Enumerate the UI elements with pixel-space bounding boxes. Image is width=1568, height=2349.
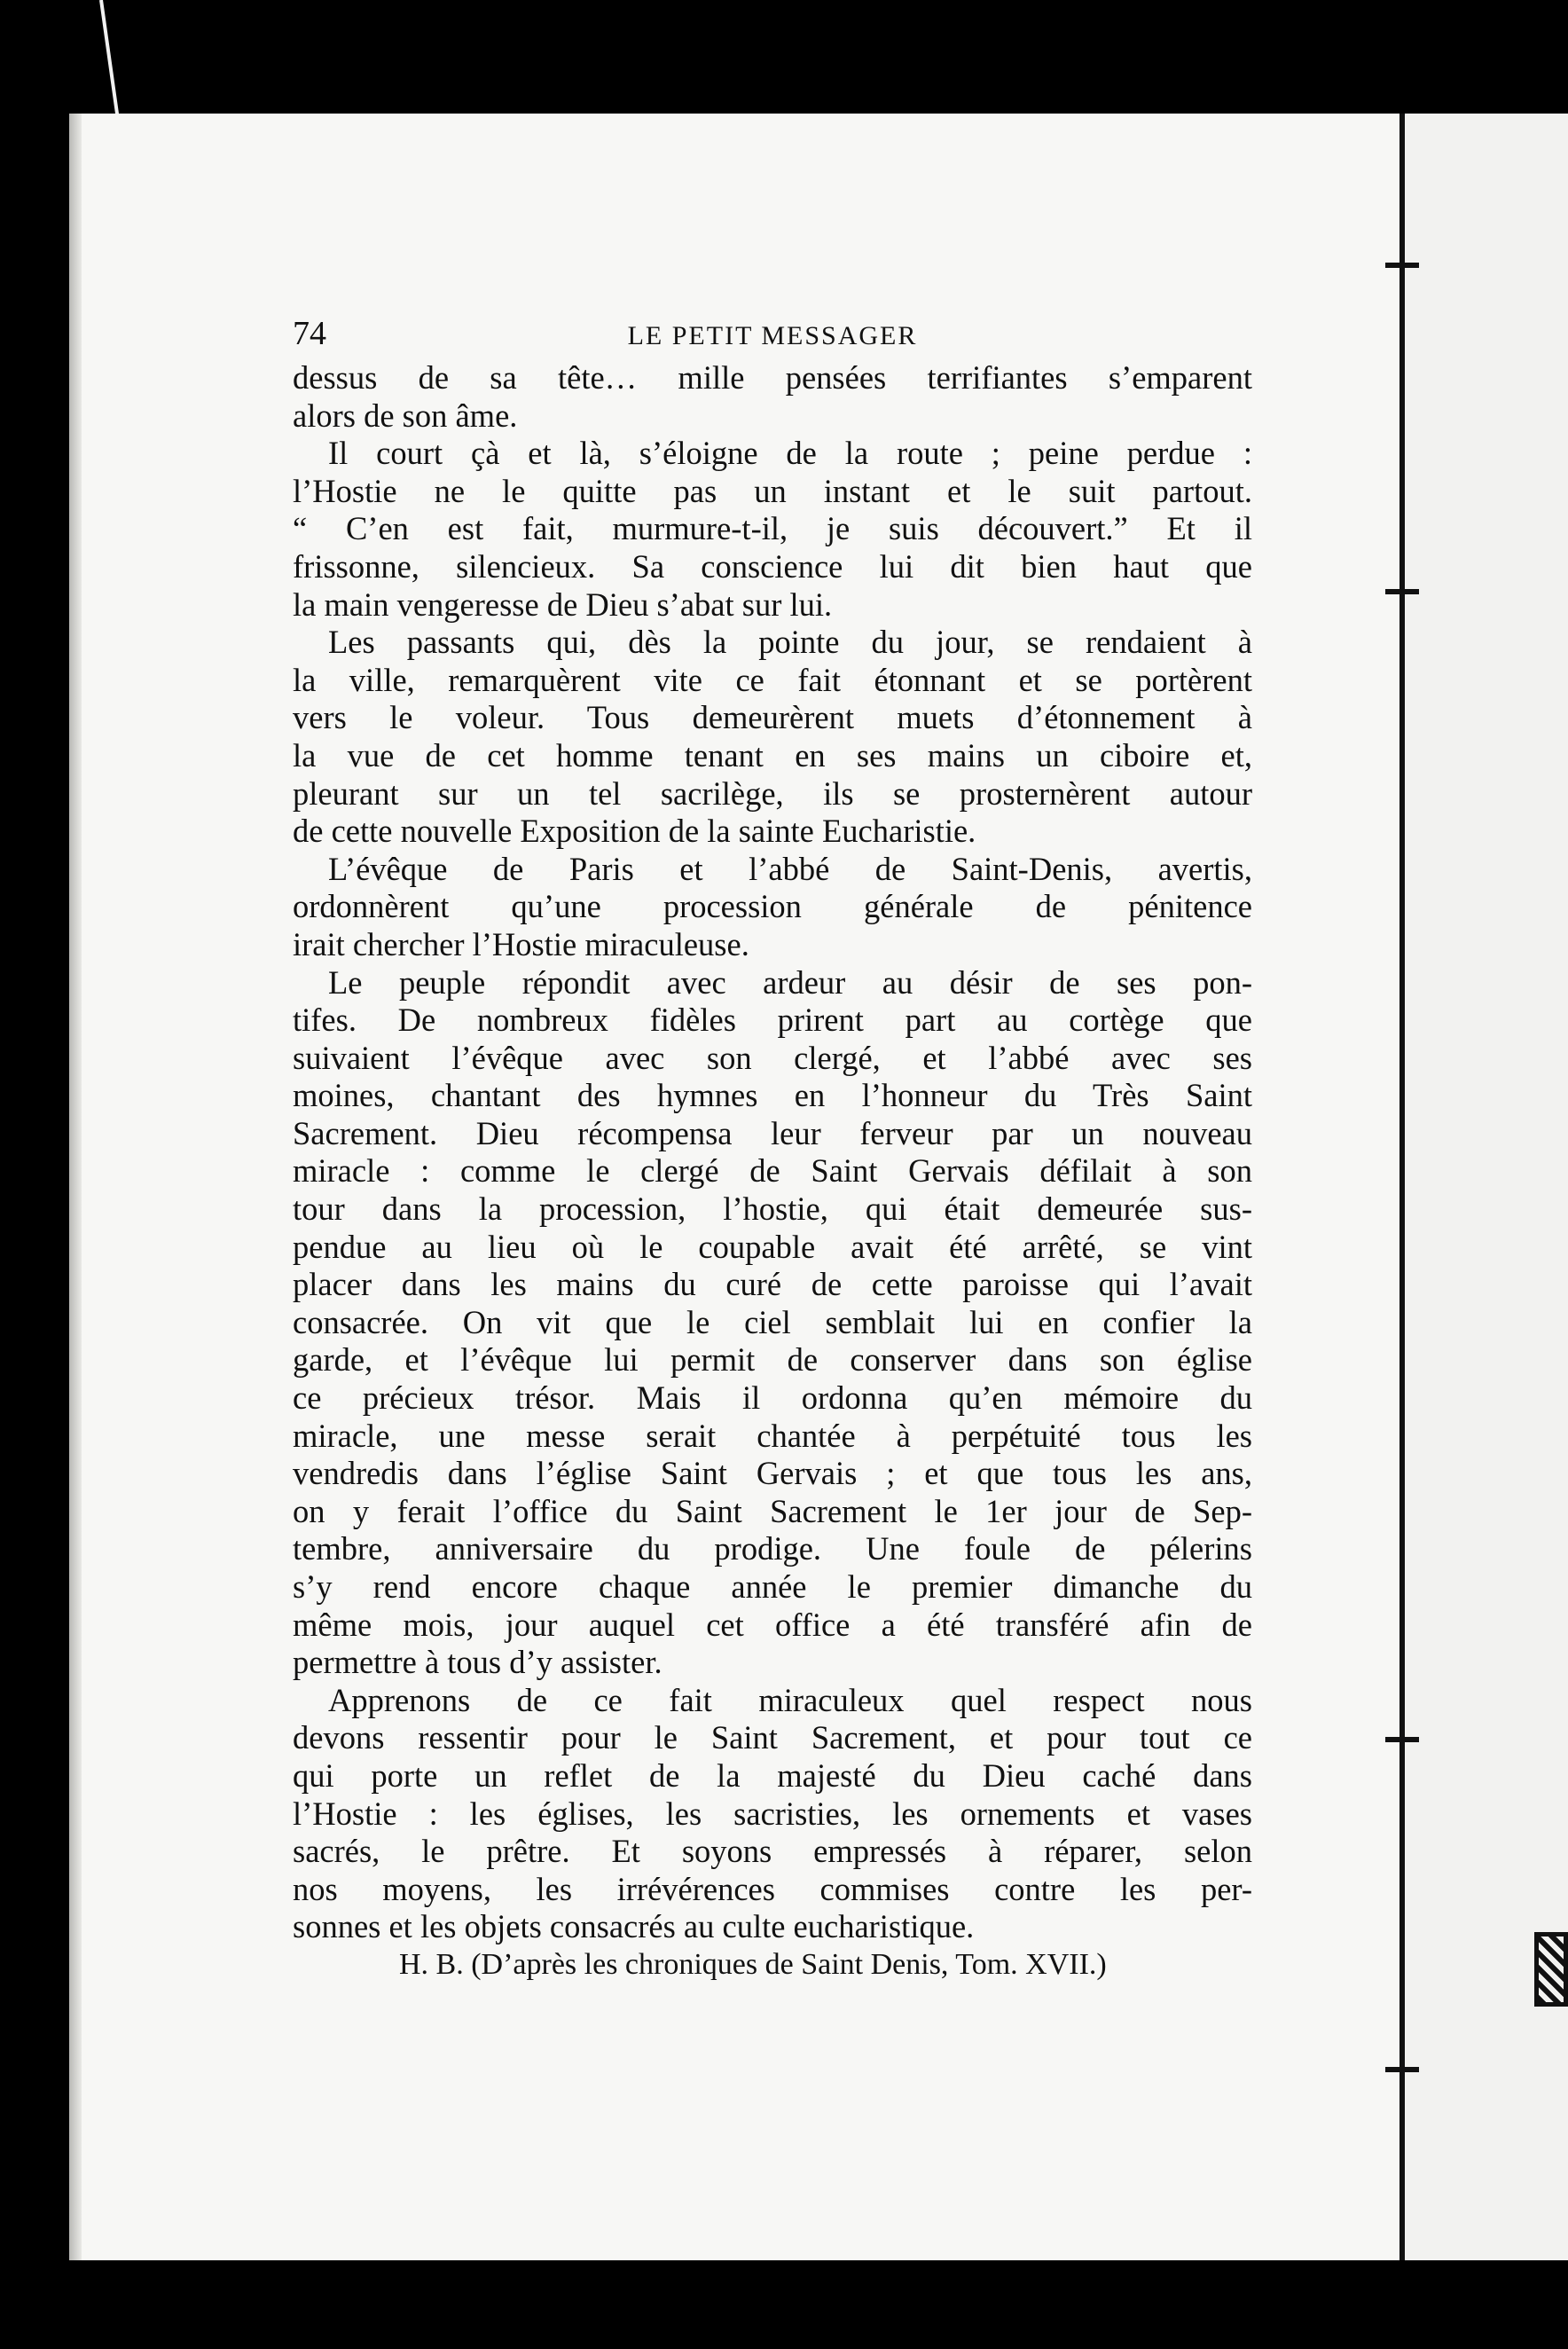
- text-line: Le peuple répondit avec ardeur au désir de ses pon-: [328, 963, 1252, 1001]
- text-line: devons ressentir pour le Saint Sacrement, et pour tout ce: [293, 1719, 1252, 1756]
- text-line: Sacrement. Dieu récompensa leur ferveur par un nouveau: [293, 1114, 1252, 1151]
- text-line: ce précieux trésor. Mais il ordonna qu’en mémoire du: [293, 1379, 1252, 1417]
- page-text-block: [293, 315, 1252, 1984]
- gutter-tick-mark: [1385, 589, 1419, 594]
- text-line: pleurant sur un tel sacrilège, ils se prosternèrent autour: [293, 774, 1252, 812]
- text-line: “ C’en est fait, murmure-t-il, je suis découvert.” Et il: [293, 510, 1252, 547]
- text-line: l’Hostie : les églises, les sacristies, les ornements et vases: [293, 1795, 1252, 1832]
- paragraph: [293, 1682, 1252, 1946]
- running-title: LE PETIT MESSAGER: [627, 321, 918, 350]
- text-line: Il court çà et là, s’éloigne de la route ; peine perdue :: [328, 435, 1252, 472]
- text-line: garde, et l’évêque lui permit de conserver dans son église: [293, 1341, 1252, 1379]
- text-line: consacrée. On vit que le ciel semblait lui en confier la: [293, 1303, 1252, 1340]
- text-line: on y ferait l’office du Saint Sacrement le 1er jour de Sep-: [293, 1492, 1252, 1529]
- text-line: miracle, une messe serait chantée à perpétuité tous les: [293, 1417, 1252, 1454]
- text-line: vers le voleur. Tous demeurèrent muets d’étonnement à: [293, 699, 1252, 736]
- text-line: Apprenons de ce fait miraculeux quel respect nous: [328, 1681, 1252, 1718]
- text-line: la vue de cet homme tenant en ses mains un ciboire et,: [293, 736, 1252, 774]
- text-line: nos moyens, les irrévérences commises contre les per-: [293, 1870, 1252, 1907]
- text-line: sonnes et les objets consacrés au culte eucharistique.: [293, 1908, 975, 1945]
- text-line: tembre, anniversaire du prodige. Une foule de pélerins: [293, 1530, 1252, 1567]
- text-line: irait chercher l’Hostie miraculeuse.: [293, 925, 749, 962]
- text-line: sacrés, le prêtre. Et soyons empressés à réparer, selon: [293, 1833, 1252, 1870]
- text-line: tifes. De nombreux fidèles prirent part au cortège que: [293, 1002, 1252, 1039]
- text-line: suivaient l’évêque avec son clergé, et l’abbé avec ses: [293, 1039, 1252, 1076]
- signature-line: H. B. (D’après les chroniques de Saint Denis, Tom. XVII.): [399, 1947, 1107, 1981]
- paragraph: [293, 435, 1252, 624]
- text-line: de cette nouvelle Exposition de la sainte Eucharistie.: [293, 813, 976, 850]
- text-line: alors de son âme.: [293, 397, 518, 434]
- gutter-tick-mark: [1385, 263, 1419, 268]
- text-line: ordonnèrent qu’une procession générale de pénitence: [293, 888, 1252, 925]
- text-line: la ville, remarquèrent vite ce fait étonnant et se portèrent: [293, 661, 1252, 698]
- paragraph: [293, 624, 1252, 851]
- text-line: moines, chantant des hymnes en l’honneur du Très Saint: [293, 1077, 1252, 1114]
- text-line: L’évêque de Paris et l’abbé de Saint-Denis, avertis,: [328, 850, 1252, 887]
- text-line: tour dans la procession, l’hostie, qui était demeurée sus-: [293, 1190, 1252, 1228]
- page-edge-shadow: [69, 114, 82, 2260]
- text-line: frissonne, silencieux. Sa conscience lui dit bien haut que: [293, 547, 1252, 585]
- text-line: vendredis dans l’église Saint Gervais ; et que tous les ans,: [293, 1455, 1252, 1492]
- text-line: qui porte un reflet de la majesté du Dieu caché dans: [293, 1756, 1252, 1794]
- text-line: dessus de sa tête… mille pensées terrifiantes s’emparent: [293, 359, 1252, 396]
- page-gutter-line: [1399, 114, 1405, 2260]
- text-line: la main vengeresse de Dieu s’abat sur lui.: [293, 585, 833, 623]
- text-line: même mois, jour auquel cet office a été transféré afin de: [293, 1606, 1252, 1643]
- library-stamp: [1534, 1932, 1568, 2007]
- running-head: [293, 315, 1252, 359]
- paragraph: [293, 964, 1252, 1682]
- page-number: 74: [293, 315, 326, 352]
- body-paragraphs: [293, 359, 1252, 1946]
- text-line: permettre à tous d’y assister.: [293, 1644, 662, 1681]
- text-line: Les passants qui, dès la pointe du jour, se rendaient à: [328, 624, 1252, 661]
- paragraph: [293, 851, 1252, 964]
- paragraph: [293, 359, 1252, 435]
- gutter-tick-mark: [1385, 2067, 1419, 2072]
- gutter-tick-mark: [1385, 1737, 1419, 1742]
- text-line: s’y rend encore chaque année le premier dimanche du: [293, 1568, 1252, 1605]
- text-line: pendue au lieu où le coupable avait été arrêté, se vint: [293, 1228, 1252, 1265]
- text-line: l’Hostie ne le quitte pas un instant et le suit partout.: [293, 472, 1252, 509]
- text-line: miracle : comme le clergé de Saint Gervais défilait à son: [293, 1152, 1252, 1190]
- text-line: placer dans les mains du curé de cette paroisse qui l’avait: [293, 1266, 1252, 1303]
